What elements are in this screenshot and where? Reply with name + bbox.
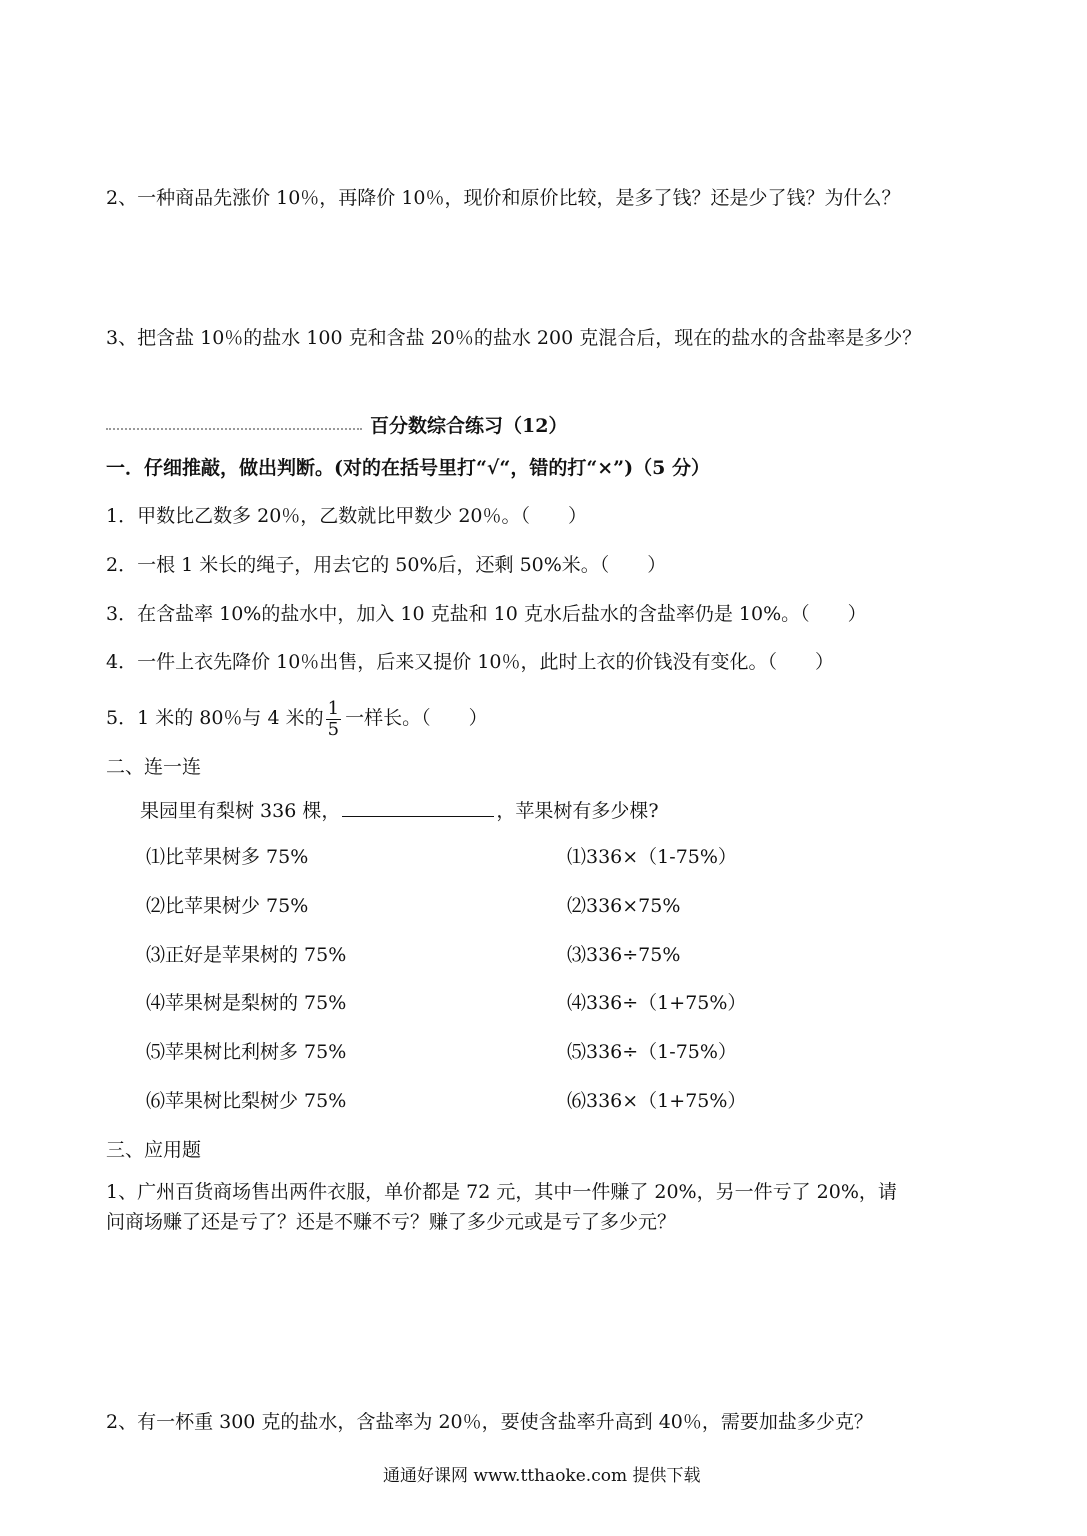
worksheet-title: 百分数综合练习（12） xyxy=(370,415,568,437)
application-q1-line1: 1、广州百货商场售出两件衣服，单价都是 72 元，其中一件赚了 20%，另一件亏了 20%，请 xyxy=(106,1181,897,1203)
match-left-2: ⑵比苹果树少 75% xyxy=(146,895,309,917)
stem-after: ，苹果树有多少棵? xyxy=(496,800,659,822)
judgment-item-5 xyxy=(106,696,488,740)
item-5-before: 5．1 米的 80％与 4 米的 xyxy=(106,707,324,729)
match-left-1: ⑴比苹果树多 75% xyxy=(146,846,309,868)
judgment-item-2: 2．一根 1 米长的绳子，用去它的 50%后，还剩 50%米。（ ） xyxy=(106,554,667,576)
match-left-6: ⑹苹果树比梨树少 75% xyxy=(146,1090,347,1112)
section-1-heading: 一．仔细推敲，做出判断。(对的在括号里打“√“，错的打“×”)（5 分） xyxy=(106,457,710,479)
match-right-6: ⑹336×（1+75%） xyxy=(567,1090,747,1112)
match-right-4: ⑷336÷（1+75%） xyxy=(567,992,747,1014)
application-q2: 2、有一杯重 300 克的盐水，含盐率为 20％，要使含盐率升高到 40％，需要加盐多少克？ xyxy=(106,1411,873,1433)
footer-text: 通通好课网 www.tthaoke.com 提供下载 xyxy=(383,1466,701,1486)
fraction-denominator: 5 xyxy=(327,718,340,740)
dotted-separator xyxy=(106,426,362,430)
section-3-heading: 三、应用题 xyxy=(106,1139,202,1161)
match-right-1: ⑴336×（1-75%） xyxy=(567,846,737,868)
match-left-4: ⑷苹果树是梨树的 75% xyxy=(146,992,347,1014)
judgment-item-3: 3．在含盐率 10%的盐水中，加入 10 克盐和 10 克水后盐水的含盐率仍是 10%。（ ） xyxy=(106,603,867,625)
problem-2-text: 2、一种商品先涨价 10％，再降价 10％，现价和原价比较，是多了钱？还是少了钱？为什么？ xyxy=(106,187,901,209)
judgment-item-4: 4．一件上衣先降价 10％出售，后来又提价 10％，此时上衣的价钱没有变化。（ ） xyxy=(106,651,835,673)
stem-before: 果园里有梨树 336 棵， xyxy=(140,800,341,822)
match-left-5: ⑸苹果树比利树多 75% xyxy=(146,1041,347,1063)
match-right-3: ⑶336÷75% xyxy=(567,944,681,966)
section-2-heading: 二、连一连 xyxy=(106,756,202,778)
match-right-2: ⑵336×75% xyxy=(567,895,681,917)
match-right-5: ⑸336÷（1-75%） xyxy=(567,1041,737,1063)
answer-blank[interactable] xyxy=(342,798,494,817)
fraction-numerator: 1 xyxy=(327,697,340,719)
application-q1-line2: 问商场赚了还是亏了？还是不赚不亏？赚了多少元或是亏了多少元？ xyxy=(106,1211,677,1233)
judgment-item-1: 1．甲数比乙数多 20％，乙数就比甲数少 20％。（ ） xyxy=(106,505,588,527)
matching-stem xyxy=(140,798,659,823)
problem-3-text: 3、把含盐 10％的盐水 100 克和含盐 20％的盐水 200 克混合后，现在的盐水的含盐率是多少？ xyxy=(106,327,922,349)
fraction xyxy=(326,699,341,740)
match-left-3: ⑶正好是苹果树的 75% xyxy=(146,944,347,966)
item-5-after: 一样长。（ ） xyxy=(345,707,488,729)
